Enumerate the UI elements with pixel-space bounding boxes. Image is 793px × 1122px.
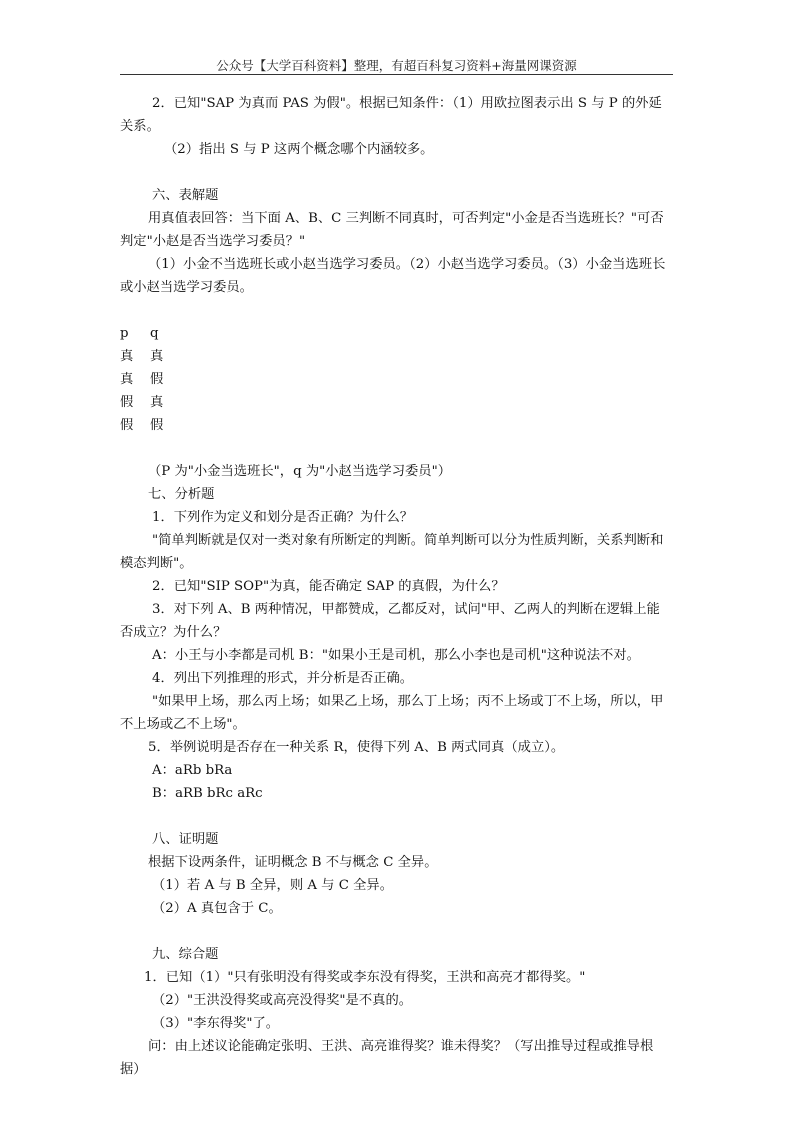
sec9-l3: （3）"李东得奖"了。	[152, 1016, 280, 1031]
sec6-note: （P 为"小金当选班长"，q 为"小赵当选学习委员"）	[148, 464, 452, 479]
sec7-l5: A：小王与小李都是司机 B："如果小王是司机，那么小李也是司机"这种说法不对。	[152, 648, 640, 663]
truth-table-header-p: p	[120, 326, 129, 341]
sec8-title: 八、证明题	[152, 832, 219, 847]
truth-table-header-q: q	[150, 326, 159, 341]
header-divider	[120, 74, 673, 75]
sec9-title: 九、综合题	[152, 947, 219, 962]
truth-table-row	[120, 414, 673, 437]
sec8-l2: （1）若 A 与 B 全异，则 A 与 C 全异。	[152, 878, 393, 893]
q2-line2: （2）指出 S 与 P 这两个概念哪个内涵较多。	[164, 142, 434, 157]
truth-table-header	[120, 322, 673, 345]
sec7-l1: 1．下列作为定义和划分是否正确？为什么？	[152, 510, 414, 525]
q2-line1: 2．已知"SAP 为真而 PAS 为假"。根据已知条件：（1）用欧拉图表示出 S 与 P 的外延关系。	[120, 96, 662, 134]
document-body	[120, 92, 673, 1081]
truth-table	[120, 322, 673, 437]
truth-table-cell: 假	[120, 395, 134, 410]
truth-table-cell: 假	[150, 418, 164, 433]
sec6-p2: （1）小金不当选班长或小赵当选学习委员。（2）小赵当选学习委员。（3）小金当选班长或小赵当选学习委员。	[120, 257, 666, 295]
sec6-p1: 用真值表回答：当下面 A、B、C 三判断不同真时，可否判定"小金是否当选班长？"可否判定"小赵是否当选学习委员？"	[120, 211, 664, 249]
truth-table-row	[120, 391, 673, 414]
sec7-l7: "如果甲上场，那么丙上场；如果乙上场，那么丁上场；丙不上场或丁不上场，所以，甲不上场或乙不上场"。	[120, 694, 664, 732]
sec7-l6: 4．列出下列推理的形式，并分析是否正确。	[152, 671, 414, 686]
sec7-l4: 3．对下列 A、B 两种情况，甲都赞成，乙都反对，试问"甲、乙两人的判断在逻辑上能否成立？为什么？	[120, 602, 660, 640]
sec6-title: 六、表解题	[152, 188, 219, 203]
sec7-l10: B：aRB bRc aRc	[152, 786, 263, 801]
sec7-l2: "简单判断就是仅对一类对象有所断定的判断。简单判断可以分为性质判断，关系判断和模态判断"。	[120, 533, 664, 571]
sec9-l1: 1．已知（1）"只有张明没有得奖或李东没有得奖，王洪和高亮才都得奖。"	[144, 970, 586, 985]
page-header: 公众号【大学百科资料】整理，有超百科复习资料+海量网课资源	[216, 58, 577, 73]
sec8-l1: 根据下设两条件，证明概念 B 不与概念 C 全异。	[148, 855, 438, 870]
truth-table-cell: 真	[120, 372, 134, 387]
truth-table-cell: 真	[150, 395, 164, 410]
truth-table-cell: 假	[150, 372, 164, 387]
sec9-l2: （2）"王洪没得奖或高亮没得奖"是不真的。	[152, 993, 413, 1008]
truth-table-cell: 假	[120, 418, 134, 433]
truth-table-row	[120, 368, 673, 391]
sec7-l8: 5．举例说明是否存在一种关系 R，使得下列 A、B 两式同真（成立）。	[148, 740, 565, 755]
sec7-l3: 2．已知"SIP SOP"为真，能否确定 SAP 的真假，为什么？	[152, 579, 505, 594]
sec7-title: 七、分析题	[148, 487, 215, 502]
truth-table-cell: 真	[120, 349, 134, 364]
sec9-l4: 问：由上述议论能确定张明、王洪、高亮谁得奖？谁未得奖？（写出推导过程或推导根据）	[120, 1039, 654, 1077]
truth-table-row	[120, 345, 673, 368]
truth-table-cell: 真	[150, 349, 164, 364]
sec8-l3: （2）A 真包含于 C。	[152, 901, 282, 916]
sec7-l9: A：aRb bRa	[152, 763, 233, 778]
